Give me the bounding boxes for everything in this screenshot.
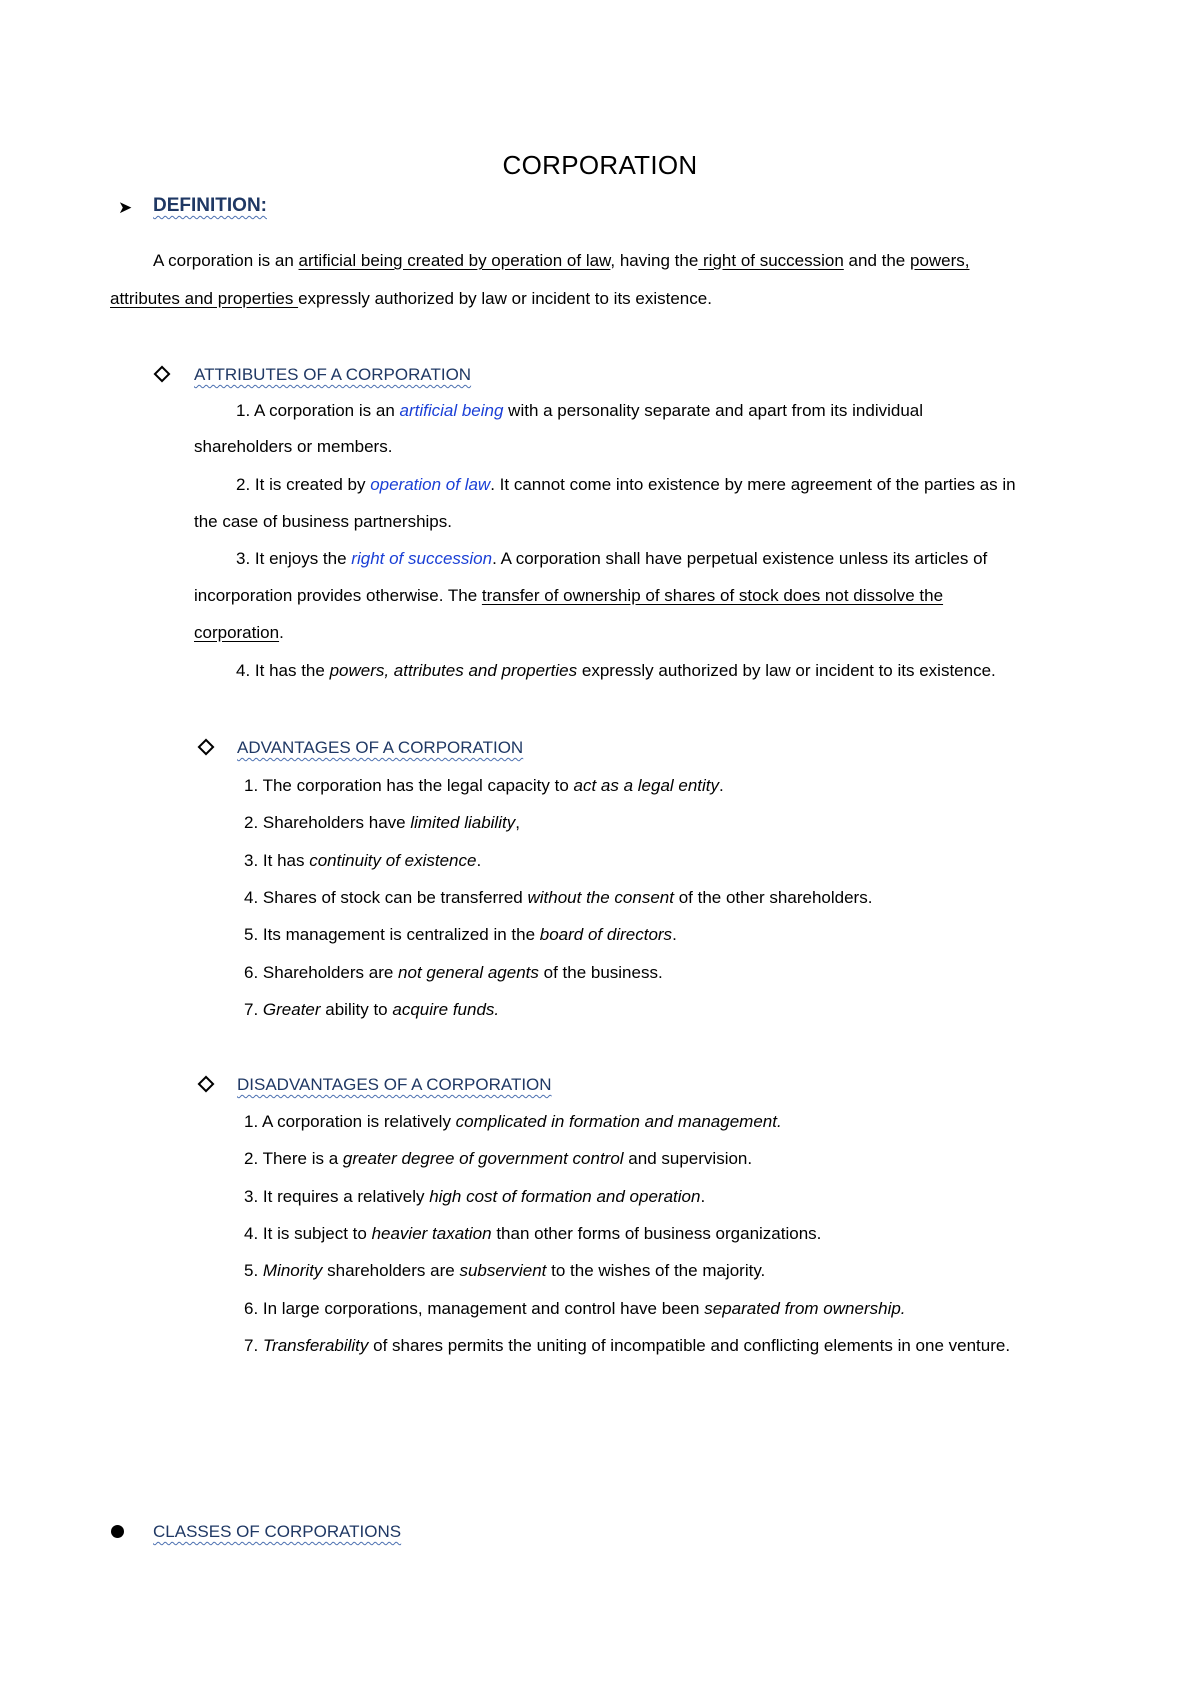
disadvantage-emphasis: Transferability (262, 1335, 369, 1355)
advantage-emphasis: board of directors (539, 925, 673, 945)
disadvantage-text: 1. A corporation is relatively (244, 1112, 456, 1131)
advantage-text: ability to (320, 999, 393, 1019)
disadvantage-text: 5. (244, 1261, 263, 1281)
advantage-text: of the business. (538, 962, 663, 982)
attribute-text: the case of business partnerships. (194, 512, 452, 531)
classes-heading (153, 1521, 401, 1543)
definition-underline: artificial being created by operation of law (298, 251, 611, 270)
advantages-heading-text: ADVANTAGES OF A CORPORATION (237, 738, 524, 757)
advantage-emphasis: continuity of existence (309, 850, 477, 870)
definition-text: , having the (610, 251, 699, 270)
disadvantage-item (244, 1298, 906, 1320)
advantage-emphasis: acquire funds. (392, 999, 500, 1019)
disadvantage-item (244, 1223, 821, 1245)
advantage-emphasis: not general agents (398, 962, 539, 982)
advantage-item (244, 850, 481, 872)
classes-heading-text: CLASSES OF CORPORATIONS (153, 1522, 402, 1541)
definition-text: and the (843, 251, 910, 270)
disadvantage-item (244, 1186, 705, 1208)
diamond-bullet-icon (200, 737, 212, 759)
attribute-text: 3. It enjoys the (236, 549, 352, 568)
attribute-emphasis: operation of law (370, 475, 491, 494)
diamond-bullet-icon (200, 1074, 212, 1096)
disadvantage-item (244, 1335, 1010, 1357)
attribute-text: 1. A corporation is an (236, 401, 400, 420)
definition-text: expressly authorized by law or incident to its existence. (298, 289, 712, 308)
disadvantages-heading-text: DISADVANTAGES OF A CORPORATION (237, 1075, 552, 1094)
definition-heading-text: DEFINITION: (153, 195, 267, 216)
definition-line-2 (110, 288, 712, 310)
advantage-text: . (672, 925, 677, 945)
attributes-heading (194, 364, 471, 386)
advantage-text: 5. Its management is centralized in the (244, 925, 540, 945)
attribute-item-1-cont (194, 436, 392, 458)
advantage-text: 1. The corporation has the legal capacity to (244, 776, 574, 795)
advantage-item (244, 924, 677, 946)
advantage-emphasis: without the consent (527, 887, 674, 907)
definition-underline: powers, (909, 251, 970, 270)
disadvantage-item (244, 1260, 765, 1282)
definition-text: A corporation is an (153, 251, 299, 270)
disadvantage-item (244, 1148, 752, 1170)
advantage-emphasis: act as a legal entity (573, 776, 720, 795)
document-title: CORPORATION (502, 150, 698, 180)
attribute-text: incorporation provides otherwise. The (194, 586, 482, 605)
disadvantage-text: than other forms of business organizations. (491, 1223, 822, 1243)
arrow-bullet-icon: ➤ (118, 198, 133, 217)
disadvantage-text: of shares permits the uniting of incompatible and conflicting elements in one venture. (368, 1335, 1011, 1355)
attribute-emphasis: right of succession (351, 549, 493, 568)
advantage-text: of the other shareholders. (673, 887, 873, 907)
attribute-item-2-cont (194, 511, 452, 533)
advantage-emphasis: limited liability (410, 813, 516, 833)
definition-underline: right of succession (698, 251, 844, 270)
disadvantage-emphasis: greater degree of government control (342, 1149, 624, 1169)
disadvantage-text: 6. In large corporations, management and control have been (244, 1298, 705, 1318)
disadvantage-emphasis: high cost of formation and operation (429, 1186, 701, 1206)
advantage-text: , (515, 813, 520, 833)
advantage-text: 6. Shareholders are (244, 962, 399, 982)
disadvantage-item (244, 1111, 782, 1133)
disadvantage-text: 4. It is subject to (244, 1223, 372, 1243)
advantage-text: 4. Shares of stock can be transferred (244, 887, 528, 907)
disadvantages-heading (237, 1074, 552, 1096)
definition-heading (153, 195, 267, 217)
disadvantage-emphasis: subservient (459, 1261, 547, 1281)
disadvantage-emphasis: heavier taxation (371, 1223, 492, 1243)
disadvantage-emphasis: complicated in formation and management. (455, 1112, 782, 1131)
attribute-text: expressly authorized by law or incident to its existence. (577, 661, 996, 680)
advantage-item (244, 775, 724, 797)
disadvantage-text: 3. It requires a relatively (244, 1186, 430, 1206)
advantages-heading (237, 737, 523, 759)
attribute-item-3-cont (194, 585, 943, 607)
attribute-item-2 (236, 474, 1016, 496)
advantage-item (244, 962, 663, 984)
attribute-text: . A corporation shall have perpetual existence unless its articles of (492, 549, 988, 568)
advantage-emphasis: Greater (262, 999, 321, 1019)
advantage-text: . (719, 776, 724, 795)
attributes-heading-text: ATTRIBUTES OF A CORPORATION (194, 365, 472, 384)
attribute-underline: corporation (194, 623, 280, 642)
attribute-item-3-cont-2 (194, 622, 284, 644)
advantage-text: 3. It has (244, 850, 310, 870)
diamond-bullet-icon (156, 364, 168, 386)
attribute-text: . (279, 623, 284, 642)
advantage-text: 7. (244, 999, 263, 1019)
definition-line-1 (153, 250, 970, 272)
disadvantage-text: and supervision. (623, 1149, 753, 1169)
attribute-text: 4. It has the (236, 661, 330, 680)
attribute-text: . It cannot come into existence by mere agreement of the parties as in (490, 475, 1016, 494)
disadvantage-emphasis: Minority (262, 1261, 323, 1281)
attribute-text: with a personality separate and apart from its individual (503, 401, 924, 420)
advantage-item (244, 999, 499, 1021)
disadvantage-text: to the wishes of the majority. (546, 1261, 766, 1281)
attribute-emphasis: artificial being (399, 401, 504, 420)
advantage-item (244, 887, 872, 909)
attribute-text: shareholders or members. (194, 437, 393, 456)
attribute-item-3 (236, 548, 987, 570)
disadvantage-text: 7. (244, 1335, 263, 1355)
disadvantage-emphasis: separated from ownership. (704, 1298, 906, 1318)
circle-bullet-icon (111, 1522, 124, 1544)
advantage-text: . (476, 850, 482, 870)
attribute-item-4 (236, 660, 996, 682)
attribute-item-1 (236, 400, 923, 422)
advantage-text: 2. Shareholders have (244, 813, 411, 833)
disadvantage-text: . (700, 1186, 706, 1206)
attribute-emphasis: powers, attributes and properties (329, 661, 578, 680)
disadvantage-text: shareholders are (322, 1261, 460, 1281)
disadvantage-text: 2. There is a (244, 1149, 343, 1169)
definition-underline: attributes and properties (110, 289, 299, 308)
attribute-text: 2. It is created by (236, 475, 371, 494)
attribute-underline: transfer of ownership of shares of stock does not dissolve the (481, 586, 944, 605)
advantage-item (244, 812, 520, 834)
